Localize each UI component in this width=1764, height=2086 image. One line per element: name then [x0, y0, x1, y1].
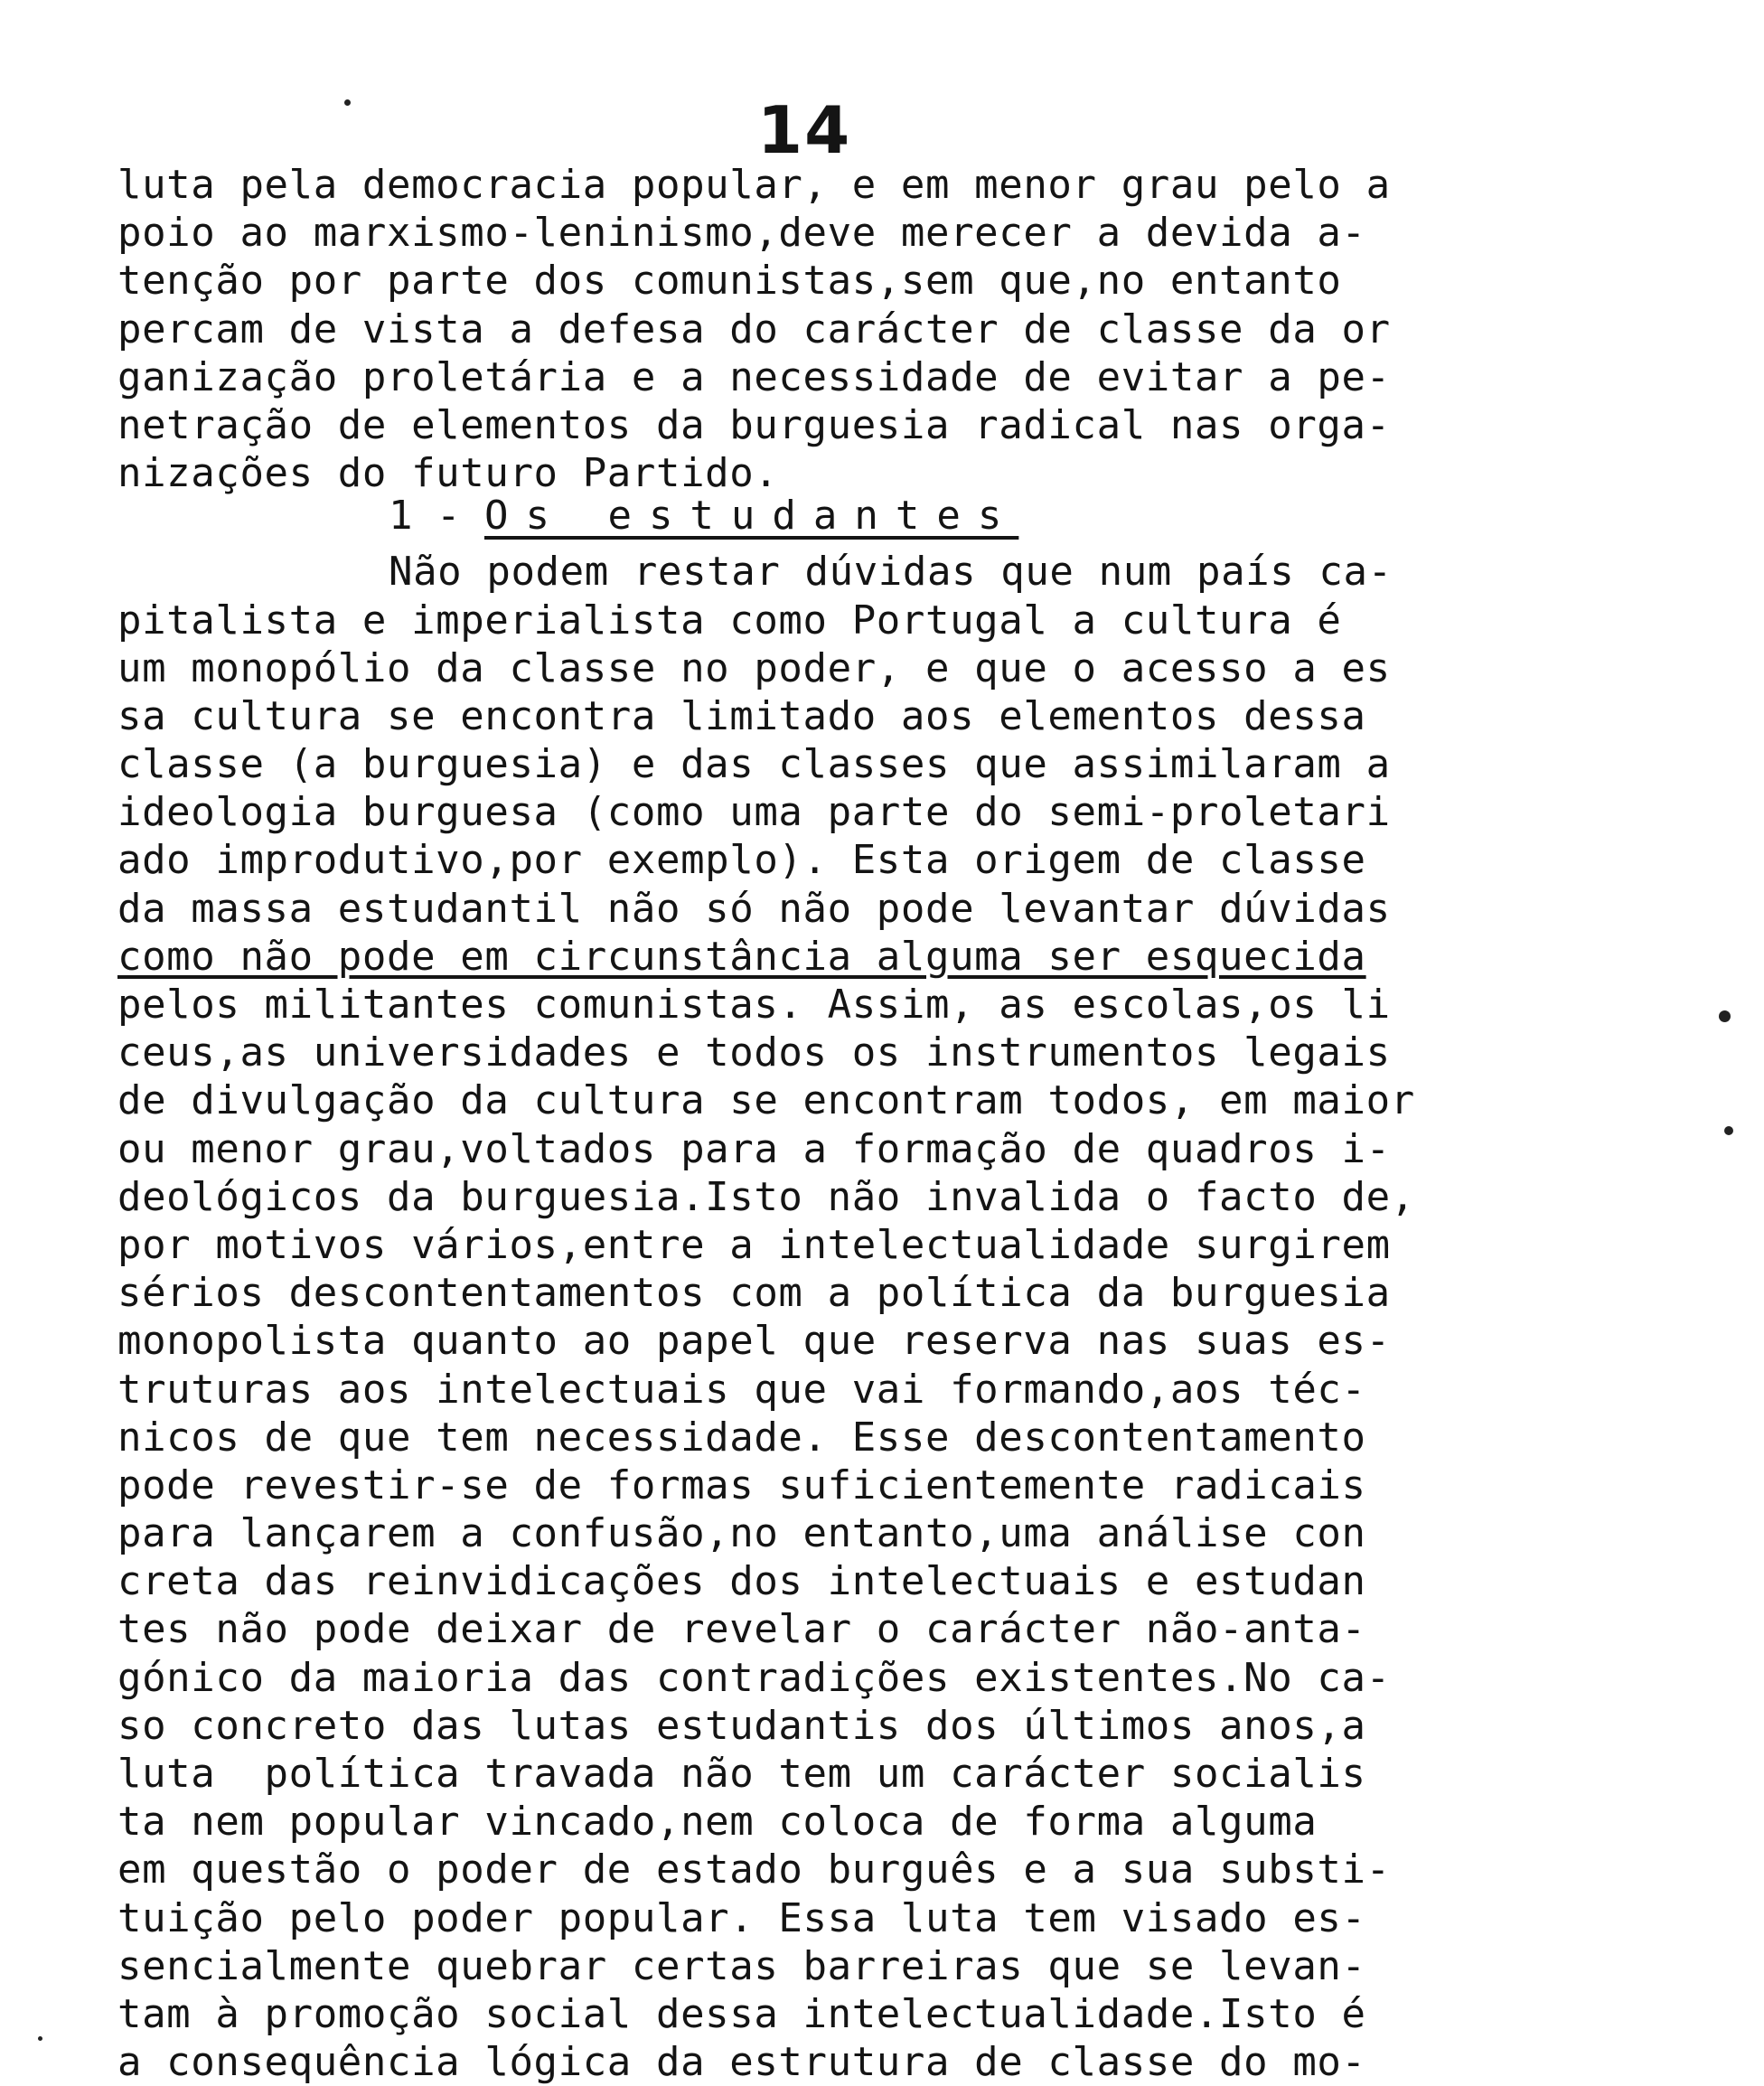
page-number: 14 — [757, 92, 852, 168]
text-line: tuição pelo poder popular. Essa luta tem visado es- — [117, 1894, 1366, 1941]
text-line: tenção por parte dos comunistas,sem que,no entanto — [117, 258, 1342, 305]
text-line: ou menor grau,voltados para a formação de quadros i- — [117, 1125, 1391, 1172]
text-line: Não podem restar dúvidas que num país ca- — [389, 549, 1393, 596]
scan-speck — [344, 99, 351, 106]
text-line: percam de vista a defesa do carácter de classe da or — [117, 305, 1391, 352]
text-line: sa cultura se encontra limitado aos elementos dessa — [117, 692, 1366, 739]
text-line: por motivos vários,entre a intelectualidade surgirem — [117, 1221, 1391, 1268]
text-line: luta política travada não tem um carácter socialis — [117, 1751, 1366, 1797]
text-line: gónico da maioria das contradições existentes.No ca- — [117, 1654, 1391, 1701]
text-line: nizações do futuro Partido. — [117, 450, 779, 497]
text-line: so concreto das lutas estudantis dos últimos anos,a — [117, 1702, 1366, 1749]
section-title: Os estudantes — [483, 493, 1019, 539]
body-text — [117, 161, 1744, 2086]
text-line-underlined: como não pode em circunstância alguma ser esquecida — [117, 933, 1366, 980]
text-line: pode revestir-se de formas suficientemente radicais — [117, 1461, 1366, 1508]
text-line: ta nem popular vincado,nem coloca de forma alguma — [117, 1799, 1318, 1846]
paragraph-2 — [117, 548, 1744, 2086]
text-line: nicos de que tem necessidade. Esse descontentamento — [117, 1414, 1366, 1461]
scan-speck — [1724, 1126, 1733, 1135]
scan-speck — [1719, 1010, 1731, 1022]
text-line: em questão o poder de estado burguês e a sua substi- — [117, 1846, 1391, 1893]
text-line: truturas aos intelectuais que vai formando,aos téc- — [117, 1366, 1366, 1413]
text-line: ganização proletária e a necessidade de evitar a pe- — [117, 353, 1391, 400]
text-line: tam à promoção social dessa intelectualidade.Isto é — [117, 1990, 1366, 2037]
text-line: um monopólio da classe no poder, e que o acesso a es — [117, 644, 1391, 691]
section-heading — [389, 493, 1018, 540]
text-line: classe (a burguesia) e das classes que assimilaram a — [117, 741, 1391, 788]
text-line: pitalista e imperialista como Portugal a cultura é — [117, 597, 1342, 644]
text-line: luta pela democracia popular, e em menor grau pelo a — [117, 162, 1391, 208]
text-line: de divulgação da cultura se encontram todos, em maior — [117, 1077, 1415, 1124]
text-line: da massa estudantil não só não pode levantar dúvidas — [117, 885, 1391, 932]
text-line: sencialmente quebrar certas barreiras que se levan- — [117, 1942, 1366, 1989]
text-line: tes não pode deixar de revelar o carácter não-anta- — [117, 1606, 1366, 1653]
text-line: ideologia burguesa (como uma parte do semi-proletari — [117, 789, 1391, 836]
text-line: ado improdutivo,por exemplo). Esta origem de classe — [117, 837, 1366, 884]
text-line: creta das reinvidicações dos intelectuais e estudan — [117, 1558, 1366, 1605]
text-line: netração de elementos da burguesia radical nas orga- — [117, 401, 1391, 448]
section-number: 1 - — [389, 493, 461, 539]
text-line: para lançarem a confusão,no entanto,uma análise con — [117, 1510, 1366, 1557]
text-line: monopolista quanto ao papel que reserva nas suas es- — [117, 1318, 1391, 1365]
text-line: ceus,as universidades e todos os instrumentos legais — [117, 1029, 1391, 1076]
scan-speck — [38, 2036, 42, 2041]
text-line: sérios descontentamentos com a política da burguesia — [117, 1270, 1391, 1317]
text-line: pelos militantes comunistas. Assim, as escolas,os li — [117, 982, 1391, 1028]
text-line: a consequência lógica da estrutura de classe do mo- — [117, 2039, 1366, 2086]
text-line: poio ao marxismo-leninismo,deve merecer a devida a- — [117, 210, 1366, 257]
paragraph-1 — [117, 161, 1744, 497]
text-line: deológicos da burguesia.Isto não invalida o facto de, — [117, 1173, 1415, 1220]
